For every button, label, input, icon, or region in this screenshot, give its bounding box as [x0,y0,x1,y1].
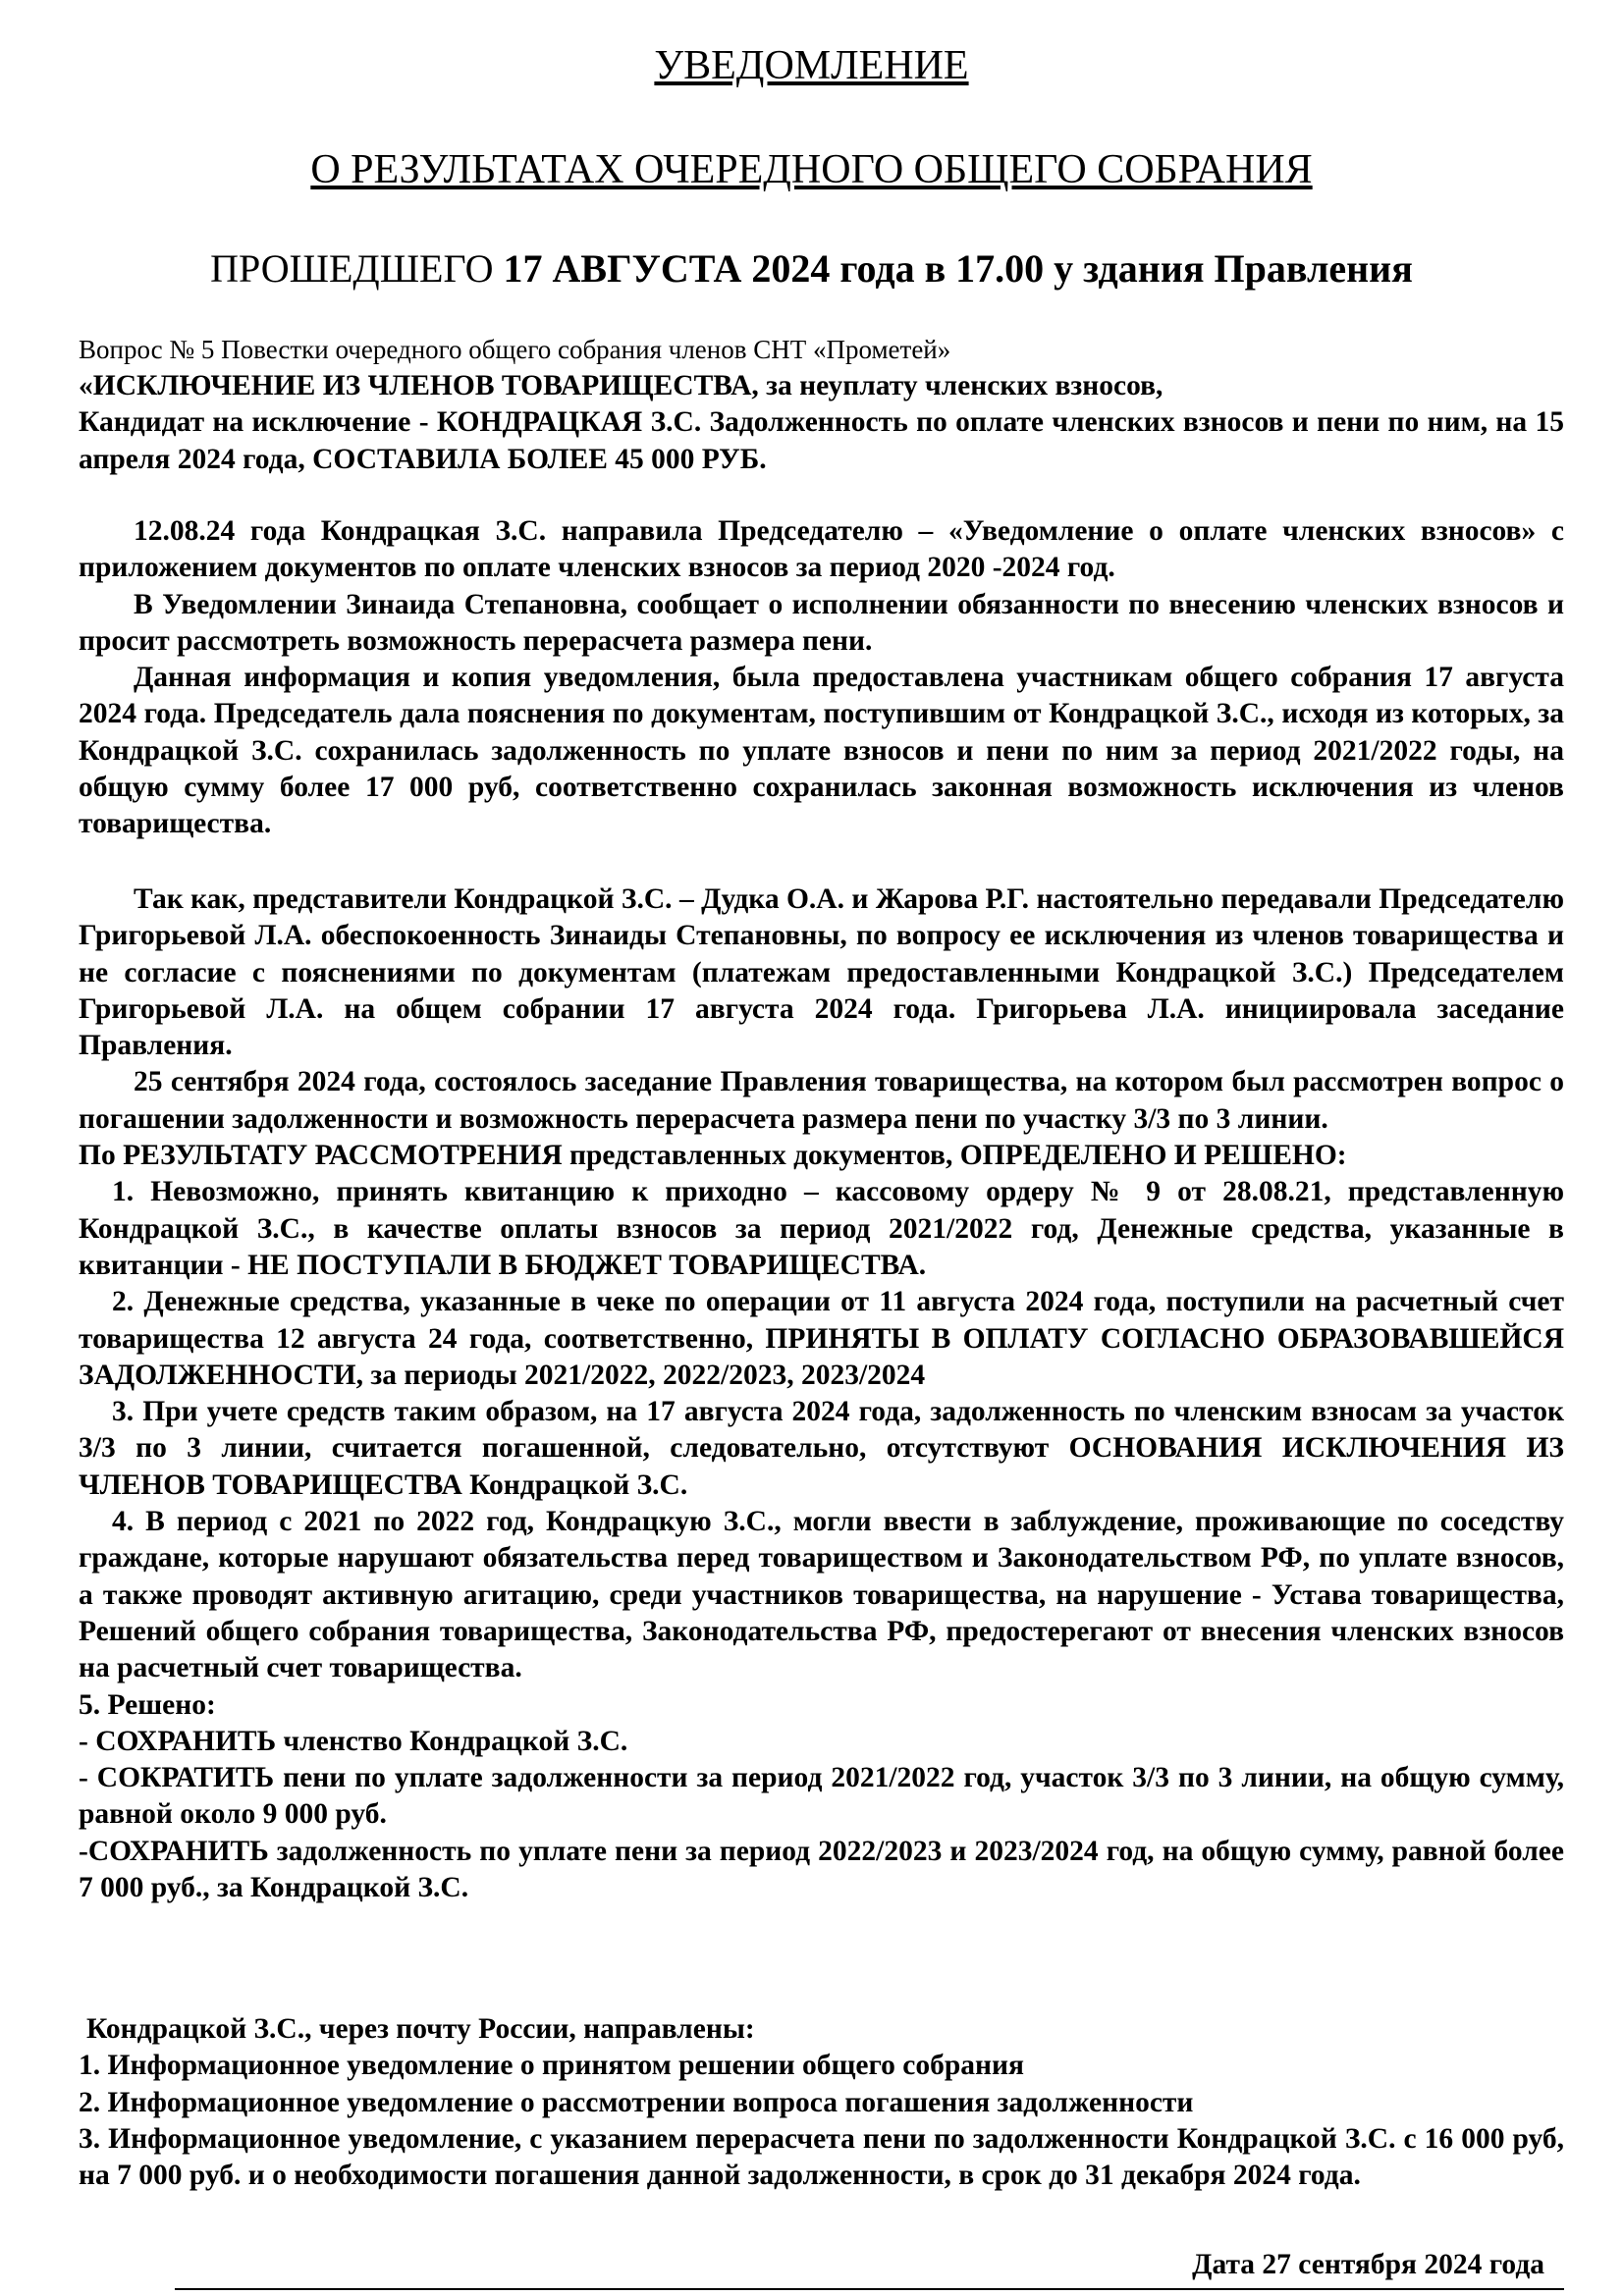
bottom-rule [175,2288,1564,2290]
question-bold-line: «ИСКЛЮЧЕНИЕ ИЗ ЧЛЕНОВ ТОВАРИЩЕСТВА, за неуплату членских взносов, [79,370,1163,401]
paragraphs-a [79,513,1564,843]
decision-item: 4. В период с 2021 по 2022 год, Кондрацкую З.С., могли ввести в заблуждение, проживающие по соседству граждане, которые нарушают обязательства перед товариществом и Законодательством РФ, по уплате взносов, а также проводят активную агитацию, среди участников товарищества, на нарушение - Устава товарищества, Решений общего собрания товарищества, Законодательства РФ, предостерегают от внесения членских взносов на расчетный счет товарищества. [79,1506,1564,1684]
question-block [79,368,1564,478]
paragraph: В Уведомлении Зинаида Степановна, сообщает о исполнении обязанности по внесению членских взносов и просит рассмотреть возможность перерасчета размера пени. [79,588,1564,657]
paragraph: Так как, представители Кондрацкой З.С. – Дудка О.А. и Жарова Р.Г. настоятельно передавали Председателю Григорьевой Л.А. обеспокоенность Зинаиды Степановны, по вопросу ее исключения из членов товарищества и не согласие с пояснениями по документам (платежам предоставленными Кондрацкой З.С.) Председателем Григорьевой Л.А. на общем собрании 17 августа 2024 года. Григорьева Л.А. инициировала заседание Правления. [79,883,1564,1062]
mail-item: 1. Информационное уведомление о принятом решении общего собрания [79,2050,1024,2082]
paragraph: 25 сентября 2024 года, состоялось заседание Правления товарищества, на котором был рассмотрен вопрос о погашении задолженности и возможность перерасчета размера пени по участку 3/3 по 3 линии. [79,1066,1564,1135]
resolved-item: - СОКРАТИТЬ пени по уплате задолженности за период 2021/2022 год, участок 3/3 по 3 линии, на общую сумму, равной около 9 000 руб. [79,1762,1564,1831]
decision-item: 3. При учете средств таким образом, на 17 августа 2024 года, задолженность по членским взносам за участок 3/3 по 3 линии, считается погашенной, следовательно, отсутствуют ОСНОВАНИЯ ИСКЛЮЧЕНИЯ ИЗ ЧЛЕНОВ ТОВАРИЩЕСТВА Кондрацкой З.С. [79,1396,1564,1501]
page-title: УВЕДОМЛЕНИЕ [654,43,969,88]
paragraph: 12.08.24 года Кондрацкая З.С. направила Председателю – «Уведомление о оплате членских взносов» с приложением документов по оплате членских взносов за период 2020 -2024 год. [79,515,1564,584]
paragraph: Данная информация и копия уведомления, была предоставлена участникам общего собрания 17 августа 2024 года. Председатель дала пояснения по документам, поступившим от Кондрацкой З.С., исходя из которых, за Кондрацкой З.С. сохранилась задолженность по уплате взносов и пени по ним за период 2021/2022 годы, на общую сумму более 17 000 руб, соответственно сохранилась законная возможность исключения из членов товарищества. [79,662,1564,840]
resolved-item: -СОХРАНИТЬ задолженность по уплате пени за период 2022/2023 и 2023/2024 год, на общую сумму, равной более 7 000 руб., за Кондрацкой З.С. [79,1835,1564,1904]
resolved-heading: 5. Решено: [79,1688,216,1721]
decision-item: 2. Денежные средства, указанные в чеке по операции от 11 августа 2024 года, поступили на расчетный счет товарищества 12 августа 24 года, соответственно, ПРИНЯТЫ В ОПЛАТУ СОГЛАСНО ОБРАЗОВАВШЕЙСЯ ЗАДОЛЖЕННОСТИ, за периоды 2021/2022, 2022/2023, 2023/2024 [79,1286,1564,1391]
mail-heading: Кондрацкой З.С., через почту России, направлены: [86,2013,755,2045]
resolved-item: - СОХРАНИТЬ членство Кондрацкой З.С. [79,1725,628,1757]
agenda-question: Вопрос № 5 Повестки очередного общего собрания членов СНТ «Прометей» [79,335,951,364]
meeting-date-bold: 17 АВГУСТА 2024 года в 17.00 у здания Правления [503,246,1413,291]
mail-item: 3. Информационное уведомление, с указанием перерасчета пени по задолженности Кондрацкой З.С. с 16 000 руб, на 7 000 руб. и о необходимости погашения данной задолженности, в срок до 31 декабря 2024 года. [79,2122,1564,2192]
decision-item: 1. Невозможно, принять квитанцию к приходно – кассовому ордеру № 9 от 28.08.21, представленную Кондрацкой З.С., в качестве оплаты взносов за период 2021/2022 год, Денежные средства, указанные в квитанции - НЕ ПОСТУПАЛИ В БЮДЖЕТ ТОВАРИЩЕСТВА. [79,1176,1564,1281]
meeting-date-line [0,244,1623,294]
decision-heading: По РЕЗУЛЬТАТУ РАССМОТРЕНИЯ представленных документов, ОПРЕДЕЛЕНО И РЕШЕНО: [79,1140,1347,1172]
page-subtitle: О РЕЗУЛЬТАТАХ ОЧЕРЕДНОГО ОБЩЕГО СОБРАНИЯ [310,147,1313,192]
paragraphs-b [79,881,1564,1906]
mail-item: 2. Информационное уведомление о рассмотрении вопроса погашения задолженности [79,2086,1194,2118]
meeting-date-prefix: ПРОШЕДШЕГО [210,246,504,291]
mail-block [79,2011,1564,2194]
question-bold-line: Кандидат на исключение - КОНДРАЦКАЯ З.С. Задолженность по оплате членских взносов и пени по ним, на 15 апреля 2024 года, СОСТАВИЛА БОЛЕЕ 45 000 РУБ. [79,406,1564,475]
document-date: Дата 27 сентября 2024 года [1192,2249,1544,2280]
